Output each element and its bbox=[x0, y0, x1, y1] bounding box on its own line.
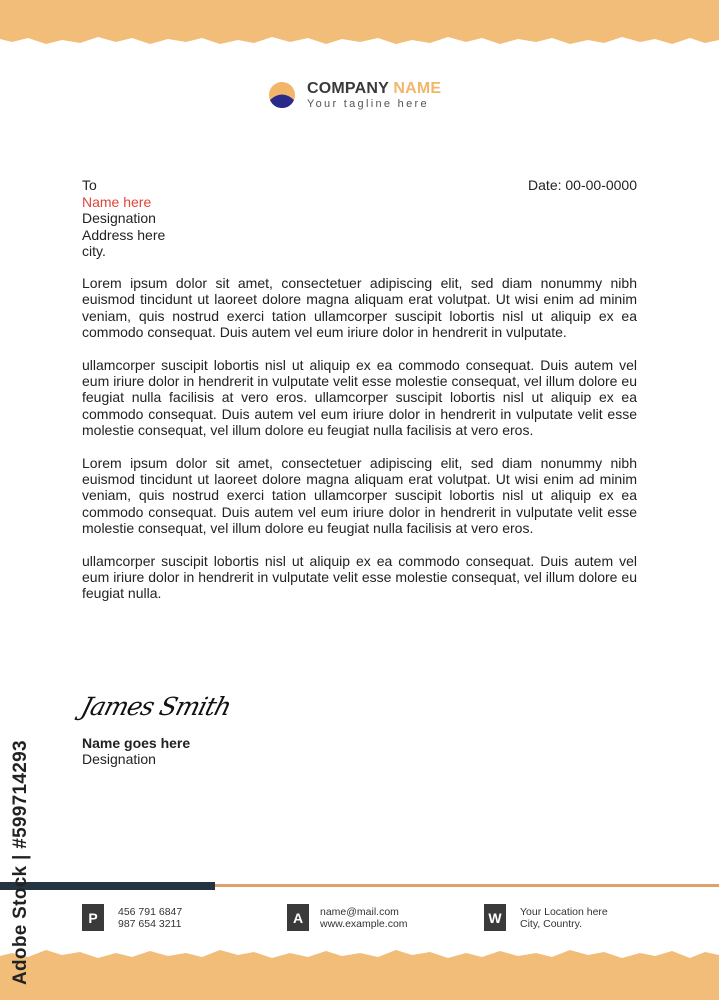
bottom-torn-band bbox=[0, 940, 719, 1000]
footer-divider-accent bbox=[215, 884, 719, 887]
location: Your Location here bbox=[520, 905, 608, 918]
recipient-name: Name here bbox=[82, 193, 152, 210]
company-name: COMPANY NAME bbox=[307, 80, 442, 97]
company-tagline: Your tagline here bbox=[307, 98, 429, 110]
company-logo bbox=[268, 80, 441, 111]
recipient-block bbox=[82, 177, 165, 260]
contact-location bbox=[484, 904, 608, 931]
to-label: To bbox=[82, 177, 97, 193]
phone-icon: P bbox=[82, 904, 104, 931]
recipient-city: city. bbox=[82, 243, 106, 259]
address-icon: A bbox=[287, 904, 309, 931]
contact-email bbox=[287, 904, 408, 931]
website: www.example.com bbox=[320, 917, 408, 930]
paragraph: Lorem ipsum dolor sit amet, consectetuer adipiscing elit, sed diam nonummy nibh euismod tincidunt ut laoreet dolore magna aliquam erat volutpat. Ut wisi enim ad minim veniam, quis nostrud exerci tation ullamcorper suscipit lobortis nisl ut aliquip ex ea commodo consequat. Duis autem vel eum iriure dolor in hendrerit in vulputate velit esse molestie consequat, vel illum dolore eu feugiat nulla facilisis at vero eros. bbox=[82, 454, 637, 536]
email: name@mail.com bbox=[320, 905, 399, 918]
paragraph: ullamcorper suscipit lobortis nisl ut aliquip ex ea commodo consequat. Duis autem vel eum iriure dolor in hendrerit in vulputate velit esse molestie consequat, vel illum dolore eu feugiat nulla. bbox=[82, 552, 637, 602]
signature-script: James Smith bbox=[78, 692, 235, 721]
paragraph: ullamcorper suscipit lobortis nisl ut aliquip ex ea commodo consequat. Duis autem vel eum iriure dolor in hendrerit in vulputate velit esse molestie consequat, vel illum dolore eu feugiat nulla facilisis at vero eros. ullamcorper suscipit lobortis nisl ut aliquip ex ea commodo consequat. Duis autem vel eum iriure dolor in hendrerit in vulputate velit esse molestie consequat, vel illum dolore eu feugiat nulla facilisis at vero eros. bbox=[82, 356, 637, 438]
city-country: City, Country. bbox=[520, 917, 583, 930]
top-torn-band bbox=[0, 0, 719, 48]
phone-2: 987 654 3211 bbox=[118, 917, 182, 930]
contact-phone bbox=[82, 904, 182, 931]
web-icon: W bbox=[484, 904, 506, 931]
signer-name: Name goes here bbox=[82, 735, 191, 751]
recipient-address: Address here bbox=[82, 226, 166, 243]
footer-divider-dark bbox=[0, 882, 215, 890]
paragraph: Lorem ipsum dolor sit amet, consectetuer adipiscing elit, sed diam nonummy nibh euismod tincidunt ut laoreet dolore magna aliquam erat volutpat. Ut wisi enim ad minim veniam, quis nostrud exerci tation ullamcorper suscipit lobortis nisl ut aliquip ex ea commodo consequat. Duis autem vel eum iriure dolor in hendrerit in vulputate. bbox=[82, 275, 637, 340]
stock-watermark: Adobe Stock | #599714293 bbox=[10, 740, 31, 985]
recipient-designation: Designation bbox=[82, 210, 156, 226]
phone-1: 456 791 6847 bbox=[118, 905, 183, 918]
logo-icon bbox=[268, 81, 296, 111]
letter-body bbox=[82, 275, 637, 618]
letter-date: Date: 00-00-0000 bbox=[528, 177, 637, 193]
signer-designation: Designation bbox=[82, 751, 156, 767]
